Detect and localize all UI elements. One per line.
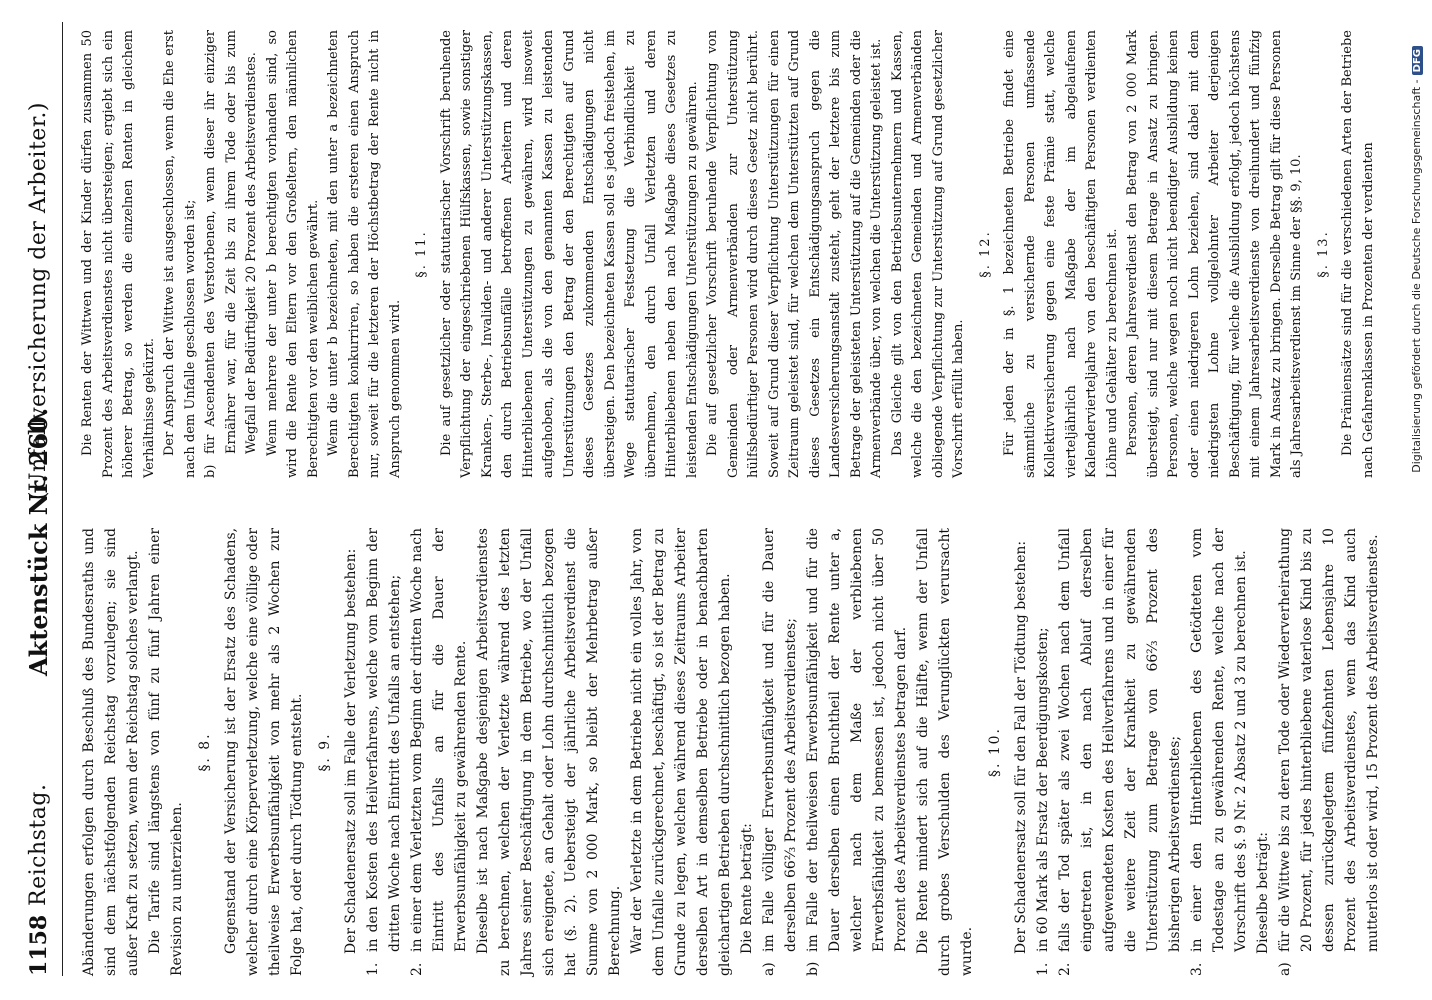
header-left-title: Reichstag. — [26, 783, 51, 906]
list-item — [1186, 528, 1252, 976]
paragraph: Der Anspruch der Wittwe ist ausgeschlossen, wenn die Ehe erst nach dem Unfalle geschlossen worden ist; — [162, 30, 198, 478]
section-heading: §. 13. — [1315, 230, 1331, 278]
list-text: in einer den Hinterbliebenen des Getödteten vom Todestage an zu gewährenden Rente, welche nach der Vorschrift des §. 9 Nr. 2 Absatz 2 und 3 zu berechnen ist. — [1189, 528, 1249, 952]
paragraph: Für jeden der in §. 1 bezeichneten Betriebe findet eine sämmtliche zu versichernde Personen umfassende Kollektivversicherung gegen eine feste Prämie statt, welche vierteljährlich nach Maßgabe der im abgelaufenen Kalendervierteljahre von den beschäftigten Personen verdienten Löhne und Gehälter zu berechnen ist. — [1002, 30, 1120, 478]
right-column — [78, 30, 1379, 478]
list-text: in 60 Mark als Ersatz der Beerdigungskosten; — [1035, 627, 1051, 952]
paragraph: Wenn die unter b bezeichneten, mit den unter a bezeichneten Berechtigten konkurriren, so haben die ersteren einen Anspruch nur, soweit für die letzteren der Höchstbetrag der Rente nicht in Anspruch genommen wird. — [326, 30, 403, 478]
paragraph: Die auf gesetzlicher oder statutarischer Vorschrift beruhende Verpflichtung der eingeschriebenen Hülfskassen, sowie sonstiger Kranken-, Sterbe-, Invaliden- und anderer Unterstützungskassen, den durch Betriebsunfälle betroffenen Arbeitern und deren Hinterbliebenen Unterstützungen zu gewähren, wird insoweit aufgehoben, als die von den genannten Kassen zu leistenden Unterstützungen den Betrag der den Berechtigten auf Grund dieses Gesetzes zukommenden Entschädigungen nicht übersteigen. Den bezeichneten Kassen soll es jedoch freistehen, im Wege statutarischer Festsetzung die Verbindlichkeit zu übernehmen, den durch Unfall Verletzten und deren Hinterbliebenen neben den nach Maßgabe dieses Gesetzes zu leistenden Entschädigungen Unterstützungen zu gewähren. — [438, 30, 700, 478]
list-number: 3. — [1189, 962, 1205, 976]
credit-text: Digitalisierung gefördert durch die Deutsche Forschungsgemeinschaft - — [1410, 79, 1423, 473]
list-number: 1. — [365, 962, 381, 976]
list-text: in einer dem Verletzten vom Beginn der dritten Woche nach Eintritt des Unfalls an für die Dauer der Erwerbsunfähigkeit zu gewährenden Rente. — [409, 528, 469, 952]
list-letter: b) — [203, 464, 218, 478]
paragraph: Die Renten der Wittwen und der Kinder dürfen zusammen 50 Prozent des Arbeitsverdienstes nicht übersteigen; ergiebt sich ein höherer Betrag, so werden die einzelnen Renten in gleichem Verhältnisse gekürzt. — [80, 30, 157, 478]
list-item — [362, 528, 406, 976]
list-item — [406, 528, 472, 976]
paragraph: Die Rente beträgt: — [739, 823, 755, 954]
paragraph: Die Tarife sind längstens von fünf zu fünf Jahren einer Revision zu unterziehen. — [147, 528, 185, 976]
section-heading: §. 9. — [317, 732, 333, 772]
section-heading: §. 12. — [977, 230, 993, 278]
section-heading: §. 11. — [414, 230, 429, 278]
paragraph: Gegenstand der Versicherung ist der Ersatz des Schadens, welcher durch eine Körperverletzung, welche eine völlige oder theilweise Erwerbsunfähigkeit von mehr als 2 Wochen zur Folge hat, oder durch Tödtung entsteht. — [223, 528, 305, 976]
list-number: 2. — [409, 962, 425, 976]
paragraph: War der Verletzte in dem Betriebe nicht ein volles Jahr, von dem Unfalle zurückgerechnet, beschäftigt, so ist der Betrag zu Grunde zu legen, welchen während dieses Zeitraums Arbeiter derselben Art in demselben Betriebe oder in benachbarten gleichartigen Betrieben durchschnittlich bezogen haben. — [629, 528, 733, 976]
paragraph: Die Rente mindert sich auf die Hälfte, wenn der Unfall durch grobes Verschulden des Verunglückten verursacht wurde. — [915, 528, 975, 976]
paragraph: Die Prämiensätze sind für die verschiedenen Arten der Betriebe nach Gefahrenklassen in Prozenten der verdienten — [1340, 30, 1376, 478]
left-column — [78, 528, 1384, 976]
list-item — [758, 528, 802, 976]
section-heading: §. 10. — [987, 727, 1003, 777]
list-item — [1032, 528, 1054, 976]
list-number: 1. — [1035, 962, 1051, 976]
dfg-logo-icon: DFG — [1412, 46, 1423, 75]
list-text: falls der Tod später als zwei Wochen nach dem Unfall eingetreten ist, in den nach Ablauf derselben aufgewendeten Kosten des Heilverfahrens und in einer für die weitere Zeit der Krankheit zu gewährenden Unterstützung zum Betrage von 66⅔ Prozent des bisherigen Arbeitsverdienstes; — [1057, 528, 1183, 952]
header-document-number: Aktenstück Nr. 260. — [24, 407, 53, 676]
paragraph: Die auf gesetzlicher Vorschrift beruhende Verpflichtung von Gemeinden oder Armenverbänden zur Unterstützung hülfsbedürftiger Personen wird durch dieses Gesetz nicht berührt. Soweit auf Grund dieser Verpflichtung Unterstützungen für einen Zeitraum geleistet sind, für welchen dem Unterstützten auf Grund dieses Gesetzes ein Entschädigungsanspruch gegen die Landesversicherungsanstalt zusteht, geht der letztere bis zum Betrage der geleisteten Unterstützung auf die Gemeinden oder die Armenverbände über, von welchen die Unterstützung geleistet ist. — [705, 30, 884, 478]
paragraph: Abänderungen erfolgen durch Beschluß des Bundesraths und sind dem nächstfolgenden Reichstag vorzulegen; sie sind außer Kraft zu setzen, wenn der Reichstag solches verlangt. — [81, 528, 141, 976]
list-text: in den Kosten des Heilverfahrens, welche vom Beginn der dritten Woche nach Eintritt des Unfalls an entstehen; — [365, 528, 403, 952]
list-text: für die Wittwe bis zu deren Tode oder Wiederverheirathung 20 Prozent, für jedes hinterbliebene vaterlose Kind bis zu dessen zurückgelegtem fünfzehnten Lebensjahre 10 Prozent des Arbeitsverdienstes, wenn das Kind auch mutterlos ist oder wird, 15 Prozent des Arbeitsverdienstes. — [1277, 528, 1381, 952]
list-item — [1054, 528, 1186, 976]
list-item — [201, 30, 263, 478]
list-letter: b) — [805, 961, 821, 976]
paragraph: Der Schadenersatz soll im Falle der Verletzung bestehen: — [343, 548, 359, 954]
paragraph: Dieselbe beträgt: — [1255, 832, 1271, 954]
list-item — [802, 528, 912, 976]
paragraph: Der Schadenersatz soll für den Fall der Tödtung bestehen: — [1013, 540, 1029, 954]
paragraph: Wenn mehrere der unter b berechtigten vorhanden sind, so wird die Rente den Eltern vor den Großeltern, den männlichen Berechtigten vor den weiblichen gewährt. — [264, 30, 321, 478]
section-heading: §. 8. — [197, 732, 213, 772]
list-item — [1274, 528, 1384, 976]
list-letter: a) — [1277, 962, 1293, 976]
page-header — [18, 22, 63, 976]
list-number: 2. — [1057, 962, 1073, 976]
paragraph: Das Gleiche gilt von den Betriebsunternehmern und Kassen, welche die den bezeichneten Gemeinden und Armenverbänden obliegende Verpflichtung zur Unterstützung auf Grund gesetzlicher Vorschrift erfüllt haben. — [889, 30, 966, 478]
paragraph: Dieselbe ist nach Maßgabe desjenigen Arbeitsverdienstes zu berechnen, welchen der Verletzte während des letzten Jahres seiner Beschäftigung in dem Betriebe, wo der Unfall sich ereignete, an Gehalt oder Lohn durchschnittlich bezogen hat (§. 2). Uebersteigt der jährliche Arbeitsverdienst die Summe von 2 000 Mark, so bleibt der Mehrbetrag außer Berechnung. — [475, 528, 623, 976]
header-right-title: (Unfallversicherung der Arbeiter.) — [26, 102, 51, 501]
list-text: im Falle der theilweisen Erwerbsunfähigkeit und für die Dauer derselben einen Bruchtheil der Rente unter a, welcher nach dem Maße der verbliebenen Erwerbsfähigkeit zu bemessen ist, jedoch nicht über 50 Prozent des Arbeitsverdienstes betragen darf. — [805, 528, 909, 952]
digitization-credit — [1410, 0, 1428, 1000]
paragraph: Personen, deren Jahresverdienst den Betrag von 2 000 Mark übersteigt, sind nur mit diesem Betrage in Ansatz zu bringen. Personen, welche wegen noch nicht beendigter Ausbildung keinen oder einen niedrigeren Lohn beziehen, sind dabei mit dem niedrigsten Lohne vollgelohnter Arbeiter derjenigen Beschäftigung, für welche die Ausbildung erfolgt, jedoch höchstens mit einem Jahresarbeitsverdienste von dreihundert und fünfzig Mark in Ansatz zu bringen. Derselbe Betrag gilt für diese Personen als Jahresarbeitsverdienst im Sinne der §§. 9, 10. — [1125, 30, 1304, 478]
list-text: für Ascendenten des Verstorbenen, wenn dieser ihr einziger Ernährer war, für die Zeit bis zu ihrem Tode oder bis zum Wegfall der Bedürftigkeit 20 Prozent des Arbeitsverdienstes. — [203, 30, 259, 454]
list-text: im Falle völliger Erwerbsunfähigkeit und für die Dauer derselben 66⅔ Prozent des Arbeitsverdienstes; — [761, 528, 799, 952]
list-letter: a) — [761, 962, 777, 976]
page-number: 1158 — [26, 914, 52, 976]
